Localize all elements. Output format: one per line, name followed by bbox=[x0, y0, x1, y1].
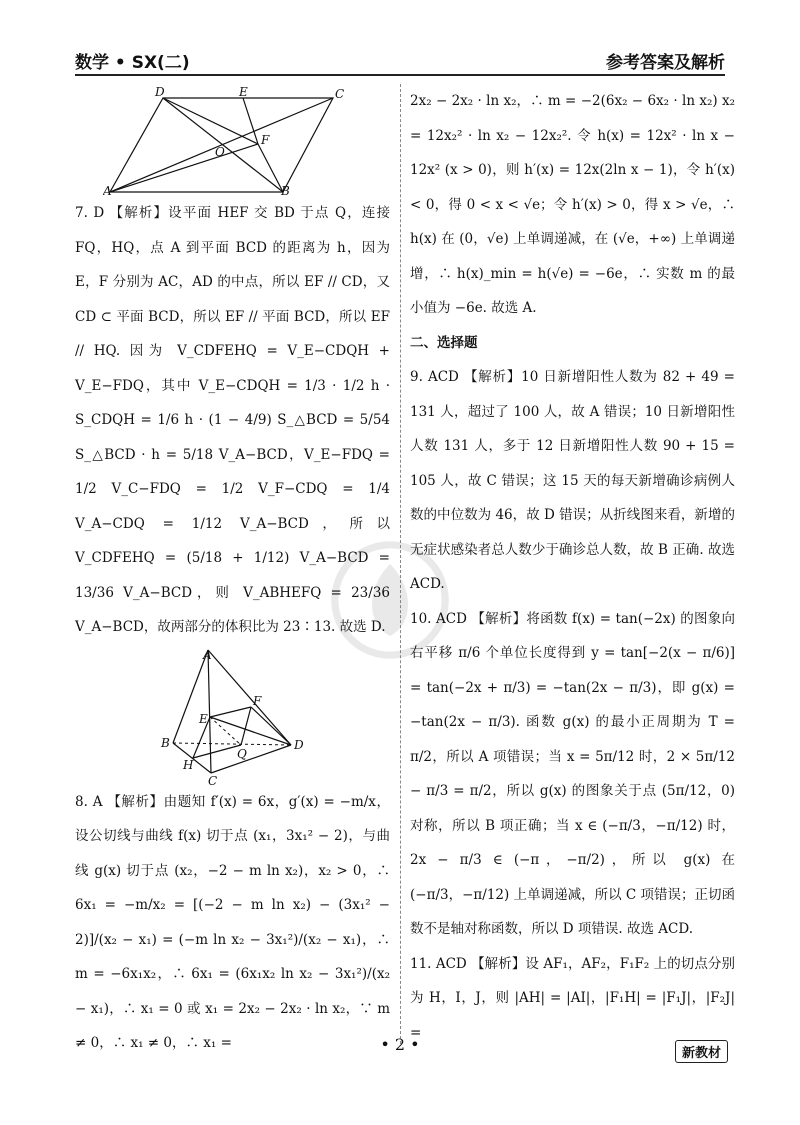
figure-tetrahedron bbox=[153, 645, 313, 785]
edition-badge: 新教材 bbox=[675, 1040, 728, 1063]
left-column bbox=[75, 84, 390, 1061]
fig2-label-a: A bbox=[202, 647, 212, 662]
fig2-label-e: E bbox=[198, 711, 208, 726]
figure-parallelogram bbox=[103, 84, 363, 196]
solution-q8-continued: 2x₂ − 2x₂ · ln x₂，∴ m = −2(6x₂ − 6x₂ · ln x₂) x₂ = 12x₂² · ln x₂ − 12x₂². 令 h(x) = 12x² · ln x − 12x² (x > 0)，则 h′(x) = 12x(2ln x − 1)，令 h′(x) < 0，得 0 < x < √e；令 h′(x) > 0，得 x > √e，∴ h(x) 在 (0，√e) 上单调递减，在 (√e，+∞) 上单调递增，∴ h(x)_min = h(√e) = −6e，∴ 实数 m 的最小值为 −6e. 故选 A. bbox=[410, 93, 735, 316]
fig2-label-q: Q bbox=[236, 746, 247, 761]
fig2-label-b: B bbox=[160, 735, 170, 750]
fig2-label-c: C bbox=[207, 773, 217, 785]
page-header bbox=[75, 40, 725, 76]
fig1-label-a: A bbox=[102, 184, 112, 196]
fig1-label-e: E bbox=[238, 85, 248, 99]
header-title: 参考答案及解析 bbox=[606, 53, 725, 73]
fig2-label-d: D bbox=[293, 737, 304, 752]
right-column bbox=[410, 84, 735, 1050]
section-heading: 二、选择题 bbox=[410, 334, 478, 351]
fig1-label-o: O bbox=[214, 145, 225, 159]
solution-q10: 10. ACD 【解析】将函数 f(x) = tan(−2x) 的图象向右平移 π/6 个单位长度得到 y = tan[−2(x − π/6)] = tan(−2x + π/3) = −tan(2x − π/3)，即 g(x) = −tan(2x − π/3). 函数 g(x) 的最小正周期为 T = π/2，所以 A 项错误；当 x = 5π/12 时，2 × 5π/12 − π/3 = π/2，所以 g(x) 的图象关于点 (5π/12，0) 对称，所以 B 项正确；当 x ∈ (−π/3，−π/12) 时，2x − π/3 ∈ (−π，−π/2)，所以 g(x) 在 (−π/3，−π/12) 上单调递减，所以 C 项错误；正切函数不是轴对称函数，所以 D 项错误. 故选 ACD. bbox=[410, 610, 735, 937]
solution-q9: 9. ACD 【解析】10 日新增阳性人数为 82 + 49 = 131 人，超过了 100 人，故 A 错误；10 日新增阳性人数 131 人，多于 12 日新增阳性人数 90 + 15 = 105 人，故 C 错误；这 15 天的每天新增确诊病例人数的中位数为 46，故 D 错误；从折线图来看，新增的无症状感染者总人数少于确诊总人数，故 B 正确. 故选 ACD. bbox=[410, 369, 735, 592]
fig1-label-b: B bbox=[280, 184, 290, 196]
fig1-label-c: C bbox=[334, 87, 344, 101]
fig1-label-d: D bbox=[154, 85, 165, 99]
page-number: • 2 • bbox=[380, 1035, 420, 1054]
fig1-label-f: F bbox=[260, 133, 269, 147]
fig2-label-h: H bbox=[182, 757, 193, 772]
solution-q7: 7. D 【解析】设平面 HEF 交 BD 于点 Q，连接 FQ，HQ，点 A 到平面 BCD 的距离为 h，因为 E，F 分别为 AC，AD 的中点，所以 EF // CD，又 CD ⊂ 平面 BCD，所以 EF // 平面 BCD，所以 EF // HQ. 因为 V_CDFEHQ = V_E−CDQH + V_E−FDQ，其中 V_E−CDQH = 1/3 · 1/2 h · S_CDQH = 1/6 h · (1 − 4/9) S_△BCD = 5/54 S_△BCD · h = 5/18 V_A−BCD，V_E−FDQ = 1/2 V_C−FDQ = 1/2 V_F−CDQ = 1/4 V_A−CDQ = 1/12 V_A−BCD，所以 V_CDFEHQ = (5/18 + 1/12) V_A−BCD = 13/36 V_A−BCD，则 V_ABHEFQ = 23/36 V_A−BCD，故两部分的体积比为 23∶13. 故选 D. bbox=[75, 205, 390, 635]
solution-q8: 8. A 【解析】由题知 f′(x) = 6x，g′(x) = −m/x，设公切线与曲线 f(x) 切于点 (x₁，3x₁² − 2)，与曲线 g(x) 切于点 (x₂，−2 − m ln x₂)，x₂ > 0，∴ 6x₁ = −m/x₂ = [(−2 − m ln x₂) − (3x₁² − 2)]/(x₂ − x₁) = (−m ln x₂ − 3x₁²)/(x₂ − x₁)，∴ m = −6x₁x₂，∴ 6x₁ = (6x₁x₂ ln x₂ − 3x₁²)/(x₂ − x₁)，∴ x₁ = 0 或 x₁ = 2x₂ − 2x₂ · ln x₂，∵ m ≠ 0，∴ x₁ ≠ 0，∴ x₁ = bbox=[75, 793, 390, 1051]
header-subject: 数学 • SX(二) bbox=[75, 53, 190, 73]
fig2-label-f: F bbox=[252, 693, 261, 708]
solution-q11: 11. ACD 【解析】设 AF₁，AF₂，F₁F₂ 上的切点分别为 H，I，J，则 |AH| = |AI|，|F₁H| = |F₁J|，|F₂J| = bbox=[410, 955, 735, 1041]
